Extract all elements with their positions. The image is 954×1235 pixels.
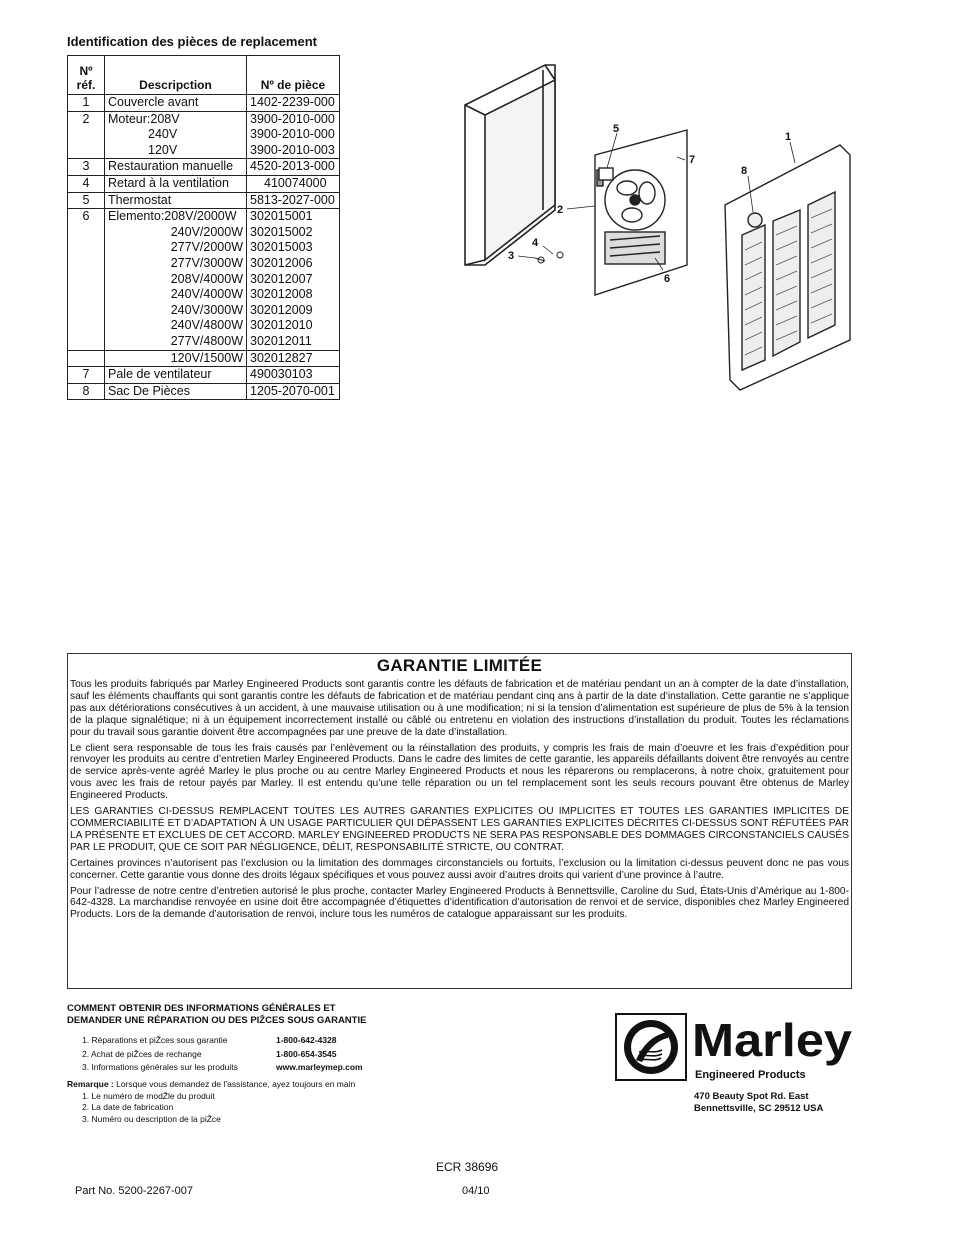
description-line: Retard à la ventilation xyxy=(108,175,229,190)
table-row xyxy=(68,175,340,192)
cell-part-number xyxy=(247,367,340,384)
callout-3: 3 xyxy=(508,250,515,262)
description-line: 120V/1500W xyxy=(170,350,243,365)
cell-description xyxy=(105,383,247,400)
cell-part-number xyxy=(247,175,340,192)
cell-ref: 7 xyxy=(68,367,105,384)
part-number-line: 302015003 xyxy=(250,240,313,255)
list-item xyxy=(82,1061,363,1075)
description-line: 240V/3000W xyxy=(170,302,243,317)
table-row xyxy=(68,383,340,400)
callout-1: 1 xyxy=(785,131,792,143)
part-number-line: 302012011 xyxy=(250,333,312,348)
remarque-note xyxy=(67,1079,355,1125)
table-row xyxy=(68,209,340,350)
part-number-line: 5813-2027-000 xyxy=(250,192,335,207)
parts-table-header xyxy=(68,56,340,95)
description-line: Moteur:208V xyxy=(108,111,180,126)
remarque-item: 1. Le numéro de modŽle du produit xyxy=(82,1090,215,1101)
info-item-label: 1. Réparations et piŽces sous garantie xyxy=(82,1035,228,1045)
part-number-line: 3900-2010-000 xyxy=(250,111,335,126)
cell-description xyxy=(105,111,247,159)
cell-ref: 5 xyxy=(68,192,105,209)
header-part-number: Nº de pièce xyxy=(247,56,340,95)
warranty-paragraph: Tous les produits fabriqués par Marley Engineered Products sont garantis contre les défauts de fabrication et de matériau pendant un an à compter de la date d’installation, sauf les éléments chauffants qui sont garantis contre les défauts de fabrication et de matériau pendant cinq ans à partir de la date d’installation. Cette garantie ne s’applique pas aux détériorations consécutives à un accident, à une mauvaise utilisation ou à une modification; ni si la tension d’alimentation est supérieure de plus de 5% à la tension de la plaque signalétique; ni à un équipement incorrectement installé ou câblé ou entretenu en violation des instructions d’installation du produit. Toutes les réclamations pour du travail sous garantie doivent être accompagnées par une preuve de la date d’installation. xyxy=(70,679,849,738)
part-number-line: 1205-2070-001 xyxy=(250,383,335,398)
cell-ref: 6 xyxy=(68,209,105,350)
part-number-line: 302012827 xyxy=(250,350,313,365)
logo-subtitle: Engineered Products xyxy=(695,1069,806,1081)
info-item-website: www.marleymep.com xyxy=(276,1062,363,1072)
cell-part-number xyxy=(247,95,340,112)
cell-description xyxy=(105,209,247,350)
parts-table xyxy=(67,55,340,400)
address-line: Bennettsville, SC 29512 USA xyxy=(694,1103,824,1114)
parts-table-title: Identification des pièces de replacement xyxy=(67,34,317,49)
description-line: Elemento:208V/2000W xyxy=(108,209,237,224)
part-number-line: 302012009 xyxy=(250,302,313,317)
cell-part-number xyxy=(247,192,340,209)
cell-part-number xyxy=(247,383,340,400)
ecr-number: ECR 38696 xyxy=(436,1160,499,1174)
callout-2: 2 xyxy=(557,204,564,216)
description-line: 277V/4800W xyxy=(170,333,243,348)
cell-description xyxy=(105,367,247,384)
remarque-text: Lorsque vous demandez de l’assistance, ayez toujours en main xyxy=(116,1079,356,1089)
table-row xyxy=(68,350,340,367)
callout-7: 7 xyxy=(689,154,696,166)
remarque-label: Remarque : xyxy=(67,1079,114,1089)
part-number-line: 410074000 xyxy=(264,175,327,190)
description-line: Sac De Pièces xyxy=(108,383,190,398)
callout-8: 8 xyxy=(741,165,748,177)
description-line: 208V/4000W xyxy=(170,271,243,286)
table-row xyxy=(68,367,340,384)
description-line: 277V/2000W xyxy=(170,240,243,255)
parts-table-body xyxy=(68,95,340,400)
front-cover xyxy=(725,145,850,390)
part-number-line: 4520-2013-000 xyxy=(250,159,335,174)
header-ref: Nº réf. xyxy=(68,56,105,95)
small-hardware xyxy=(535,252,563,263)
remarque-item: 3. Numéro ou description de la piŽce xyxy=(82,1113,221,1124)
cell-description xyxy=(105,159,247,176)
part-number-line: 302012008 xyxy=(250,287,313,302)
table-row xyxy=(68,192,340,209)
heater-chassis xyxy=(595,130,687,295)
callout-6: 6 xyxy=(664,273,671,285)
part-number-line: 490030103 xyxy=(250,367,313,382)
table-row xyxy=(68,159,340,176)
list-item xyxy=(82,1034,363,1048)
info-item-phone: 1-800-654-3545 xyxy=(276,1048,337,1059)
cell-description xyxy=(105,350,247,367)
part-number-line: 302015002 xyxy=(250,224,313,239)
info-contact-list xyxy=(82,1034,363,1075)
cell-ref xyxy=(68,350,105,367)
cell-part-number xyxy=(247,111,340,159)
part-number-line: 302012010 xyxy=(250,318,313,333)
cell-description xyxy=(105,192,247,209)
info-item-label: 2. Achat de piŽces de rechange xyxy=(82,1048,202,1059)
info-heading xyxy=(67,1003,366,1027)
logo-wordmark: Marley xyxy=(692,1014,853,1066)
info-item-phone: 1-800-642-4328 xyxy=(276,1035,337,1045)
cell-ref: 2 xyxy=(68,111,105,159)
cell-ref: 3 xyxy=(68,159,105,176)
warranty-title: GARANTIE LIMITÉE xyxy=(376,656,543,675)
company-address xyxy=(694,1091,823,1115)
description-line: Pale de ventilateur xyxy=(108,367,212,382)
description-line: 240V/2000W xyxy=(170,224,243,239)
wall-can-box xyxy=(465,65,555,265)
description-line: Restauration manuelle xyxy=(108,159,234,174)
cell-description xyxy=(105,95,247,112)
info-heading-line: COMMENT OBTENIR DES INFORMATIONS GÉNÉRALES ET xyxy=(67,1003,336,1014)
warranty-paragraph: Pour l’adresse de notre centre d’entretien autorisé le plus proche, contacter Marley Engineered Products à Bennettsville, Caroline du Sud, États-Unis d’Amérique au 1-800-642-4328. La marchandise renvoyée en usine doit être accompagnée d’étiquettes d’identification d’autorisation de renvoi et de service, disponibles chez Marley Engineered Products. Lors de la demande d’autorisation de renvoi, inclure tous les numéros de catalogue apparaissant sur les produits. xyxy=(70,885,849,921)
cell-ref: 1 xyxy=(68,95,105,112)
revision-date: 04/10 xyxy=(462,1185,490,1197)
header-description: Descripction xyxy=(105,56,247,95)
callout-5: 5 xyxy=(613,123,620,135)
part-number-line: 3900-2010-000 xyxy=(250,127,335,142)
part-number-line: 1402-2239-000 xyxy=(250,95,335,109)
description-line: 240V/4800W xyxy=(170,318,243,333)
description-line: 240V/4000W xyxy=(170,287,243,302)
warranty-paragraph: Le client sera responsable de tous les frais causés par l’enlèvement ou la réinstallation des produits, y compris les frais de main d’oeuvre et les frais d’expédition pour renvoyer les produits au centre d’entretien Marley Engineered Products. Dans le cadre des limites de cette garantie, les appareils défaillants doivent être renvoyés au centre de service après-vente agréé Marley le plus proche ou au centre Marley Engineered Products et nous les réparerons ou remplacerons, à notre choix, gratuitement pour vous avec les frais de retour payés par Marley. Il est entendu qu’une telle réparation ou un tel remplacement sont les seuls recours pouvant être obtenus de Marley Engineered Products. xyxy=(70,742,849,802)
part-number-line: 302012006 xyxy=(250,255,313,270)
remarque-item: 2. La date de fabrication xyxy=(82,1102,174,1112)
cell-ref: 4 xyxy=(68,175,105,192)
description-line: Couvercle avant xyxy=(108,95,199,109)
part-number-line: 302015001 xyxy=(250,209,313,224)
table-row xyxy=(68,95,340,112)
table-row xyxy=(68,111,340,159)
marley-logo xyxy=(614,1012,854,1082)
heater-exploded-diagram xyxy=(455,60,855,400)
cell-description xyxy=(105,175,247,192)
address-line: 470 Beauty Spot Rd. East xyxy=(694,1091,809,1102)
info-heading-line: DEMANDER UNE RÉPARATION OU DES PIŽCES SOUS GARANTIE xyxy=(67,1015,367,1026)
description-line: Thermostat xyxy=(108,192,172,207)
warranty-box xyxy=(67,653,852,989)
callout-4: 4 xyxy=(532,237,539,249)
cell-part-number xyxy=(247,350,340,367)
list-item xyxy=(82,1048,363,1062)
description-line: 277V/3000W xyxy=(170,255,243,270)
cell-part-number xyxy=(247,159,340,176)
remarque-line xyxy=(67,1079,355,1091)
part-number-line: 302012007 xyxy=(250,271,313,286)
part-number-line: 3900-2010-003 xyxy=(250,142,335,157)
warranty-paragraph: LES GARANTIES CI-DESSUS REMPLACENT TOUTES LES AUTRES GARANTIES EXPLICITES OU IMPLICITES ET TOUTES LES GARANTIES IMPLICITES DE COMMERCIABILITÉ ET D’ADAPTATION À UN USAGE PARTICULIER QUI DÉPASSENT LES GARANTIES EXPLICITES DÉCRITES CI-DESSUS SONT RÉFUTÉES PAR LA PRÉSENTE ET EXCLUES DE CET ACCORD. MARLEY ENGINEERED PRODUCTS NE SERA PAS RESPONSABLE DES DOMMAGES CIRCONSTANCIELS CAUSÉS PAR LE PRODUIT, QUE CE SOIT PAR NÉGLIGENCE, DÉLIT, RESPONSABILITÉ STRICTE, OU CONTRAT. xyxy=(70,806,849,853)
info-item-label: 3. Informations générales sur les produits xyxy=(82,1062,238,1072)
cell-ref: 8 xyxy=(68,383,105,400)
part-number: Part No. 5200-2267-007 xyxy=(75,1185,194,1197)
cell-part-number xyxy=(247,209,340,350)
warranty-paragraph: Certaines provinces n’autorisent pas l’exclusion ou la limitation des dommages circonstanciels ou fortuits, l’exclusion ou la limitation ci-dessus peuvent donc ne pas vous concerner. Cette garantie vous donne des droits légaux spécifiques et vous pouvez aussi avoir d’autres droits qui varient d’une province à l’autre. xyxy=(70,857,849,881)
description-line: 240V xyxy=(148,127,178,142)
description-line: 120V xyxy=(148,142,178,157)
